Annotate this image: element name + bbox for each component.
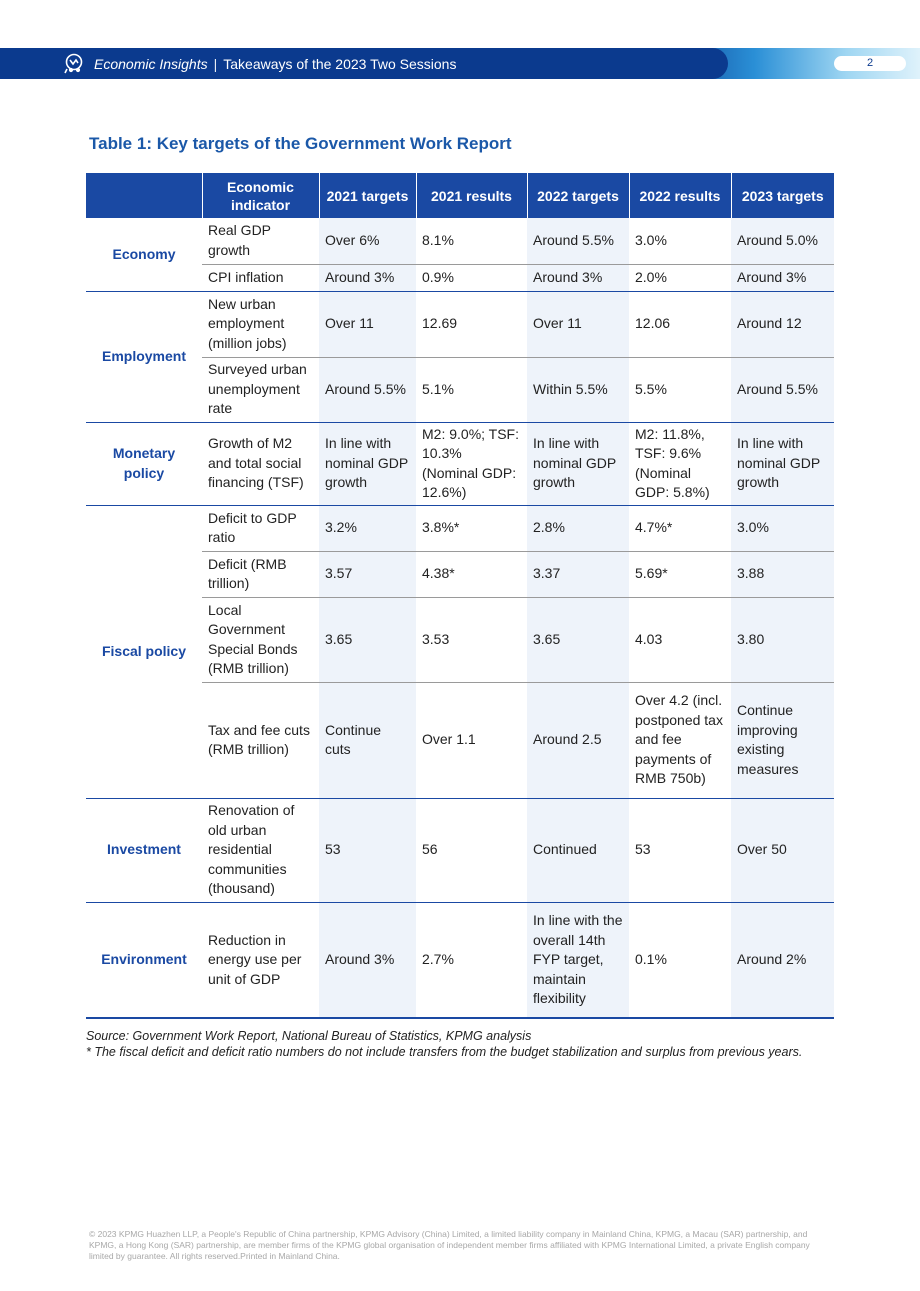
value-cell: 3.57 [319, 551, 416, 597]
category-cell: Environment [86, 902, 202, 1018]
indicator-cell: CPI inflation [202, 264, 319, 291]
value-cell: Around 2% [731, 902, 834, 1018]
value-cell: 2.0% [629, 264, 731, 291]
indicator-cell: Deficit (RMB trillion) [202, 551, 319, 597]
value-cell: 3.80 [731, 597, 834, 682]
indicator-cell: Real GDP growth [208, 222, 271, 258]
value-cell: 3.37 [527, 551, 629, 597]
value-cell: Within 5.5% [527, 357, 629, 422]
value-cell: Over 1.1 [416, 682, 527, 798]
table-row [86, 218, 834, 264]
header-cell: 2021 targets [319, 173, 416, 218]
table-header-row [86, 173, 834, 218]
value-cell: 0.1% [629, 902, 731, 1018]
header-subtitle: Takeaways of the 2023 Two Sessions [223, 55, 457, 72]
value-cell: 3.8%* [416, 505, 527, 551]
value-cell: Around 5.0% [731, 218, 834, 264]
value-cell: Over 11 [319, 291, 416, 357]
indicator-cell: Growth of M2 and total social financing (TSF) [202, 422, 319, 505]
table-title: Table 1: Key targets of the Government Work Report [89, 134, 512, 153]
header-brand: Economic Insights [94, 55, 208, 72]
value-cell: Continue improving existing measures [731, 682, 834, 798]
value-cell: 4.38* [416, 551, 527, 597]
value-cell: 53 [629, 798, 731, 902]
value-cell: Around 5.5% [731, 357, 834, 422]
value-cell: In line with nominal GDP growth [527, 422, 629, 505]
indicator-cell: Surveyed urban unemployment rate [202, 357, 319, 422]
value-cell: Around 5.5% [319, 357, 416, 422]
indicator-cell: Reduction in energy use per unit of GDP [202, 902, 319, 1018]
table-row [86, 291, 834, 357]
header-cell: 2023 targets [731, 173, 834, 218]
value-cell: M2: 11.8%, TSF: 9.6% (Nominal GDP: 5.8%) [629, 422, 731, 505]
value-cell: Over 11 [527, 291, 629, 357]
value-cell: 56 [416, 798, 527, 902]
value-cell: Over 6% [319, 218, 416, 264]
table-row [86, 798, 834, 902]
value-cell: Over 4.2 (incl. postponed tax and fee payments of RMB 750b) [629, 682, 731, 798]
value-cell: In line with nominal GDP growth [731, 422, 834, 505]
value-cell: 12.06 [629, 291, 731, 357]
header-content [62, 48, 456, 79]
header-cell: 2022 results [629, 173, 731, 218]
table-notes [86, 1028, 846, 1060]
value-cell: Around 2.5 [527, 682, 629, 798]
value-cell: Over 50 [731, 798, 834, 902]
header-cell: Economic indicator [202, 173, 319, 218]
value-cell: 2.7% [416, 902, 527, 1018]
value-cell: 3.2% [319, 505, 416, 551]
value-cell: 3.0% [731, 505, 834, 551]
value-cell: 5.69* [629, 551, 731, 597]
value-cell: Around 3% [319, 264, 416, 291]
indicator-cell: Deficit to GDP ratio [202, 505, 319, 551]
value-cell: 3.0% [635, 232, 667, 248]
value-cell: 3.53 [416, 597, 527, 682]
category-cell: Investment [86, 798, 202, 902]
value-cell: Continue cuts [319, 682, 416, 798]
indicator-cell: New urban employment (million jobs) [202, 291, 319, 357]
value-cell: 0.9% [416, 264, 527, 291]
indicator-cell: Renovation of old urban residential communities (thousand) [202, 798, 319, 902]
header-cell [86, 173, 202, 218]
source-note: Source: Government Work Report, National Bureau of Statistics, KPMG analysis [86, 1029, 532, 1043]
value-cell: Around 5.5% [527, 218, 629, 264]
value-cell: 5.1% [416, 357, 527, 422]
copyright-footer: © 2023 KPMG Huazhen LLP, a People's Republic of China partnership, KPMG Advisory (China) Limited, a limited liability company in Mainland China, KPMG, a Macau (SAR) partnership, and KPMG, a Hong Kong (SAR) partnership, are member firms of the KPMG global organisation of independent member firms affiliated with KPMG International Limited, a private English company limited by guarantee. All rights reserved.Printed in Mainland China. [89, 1229, 810, 1261]
header-separator: | [213, 55, 218, 72]
table-row [86, 422, 834, 505]
value-cell: Around 3% [319, 902, 416, 1018]
value-cell: Around 12 [731, 291, 834, 357]
value-cell: 3.65 [319, 597, 416, 682]
value-cell: 5.5% [629, 357, 731, 422]
footnote: * The fiscal deficit and deficit ratio numbers do not include transfers from the budget stabilization and surplus from previous years. [86, 1045, 803, 1059]
indicator-cell: Local Government Special Bonds (RMB trillion) [202, 597, 319, 682]
value-cell: Around 3% [731, 264, 834, 291]
category-cell: Employment [86, 291, 202, 422]
value-cell: 3.65 [527, 597, 629, 682]
value-cell: M2: 9.0%; TSF: 10.3% (Nominal GDP: 12.6%) [416, 422, 527, 505]
value-cell: Continued [527, 798, 629, 902]
value-cell: Around 3% [527, 264, 629, 291]
category-cell: Monetary policy [86, 422, 202, 505]
value-cell: 2.8% [527, 505, 629, 551]
header-band [0, 48, 920, 79]
value-cell: 8.1% [422, 232, 454, 248]
value-cell: 4.03 [629, 597, 731, 682]
value-cell: 4.7%* [629, 505, 731, 551]
value-cell: 3.88 [731, 551, 834, 597]
value-cell: 53 [319, 798, 416, 902]
targets-table [86, 173, 834, 1019]
value-cell: In line with the overall 14th FYP target, maintain flexibility [527, 902, 629, 1018]
category-cell: Fiscal policy [86, 505, 202, 798]
value-cell: In line with nominal GDP growth [319, 422, 416, 505]
kpmg-insights-icon [62, 52, 86, 76]
page-number: 2 [834, 56, 906, 71]
header-cell: 2022 targets [527, 173, 629, 218]
table-row [86, 902, 834, 1018]
indicator-cell: Tax and fee cuts (RMB trillion) [202, 682, 319, 798]
header-cell: 2021 results [416, 173, 527, 218]
value-cell: 12.69 [416, 291, 527, 357]
category-cell: Economy [112, 245, 176, 262]
table-row [86, 505, 834, 551]
